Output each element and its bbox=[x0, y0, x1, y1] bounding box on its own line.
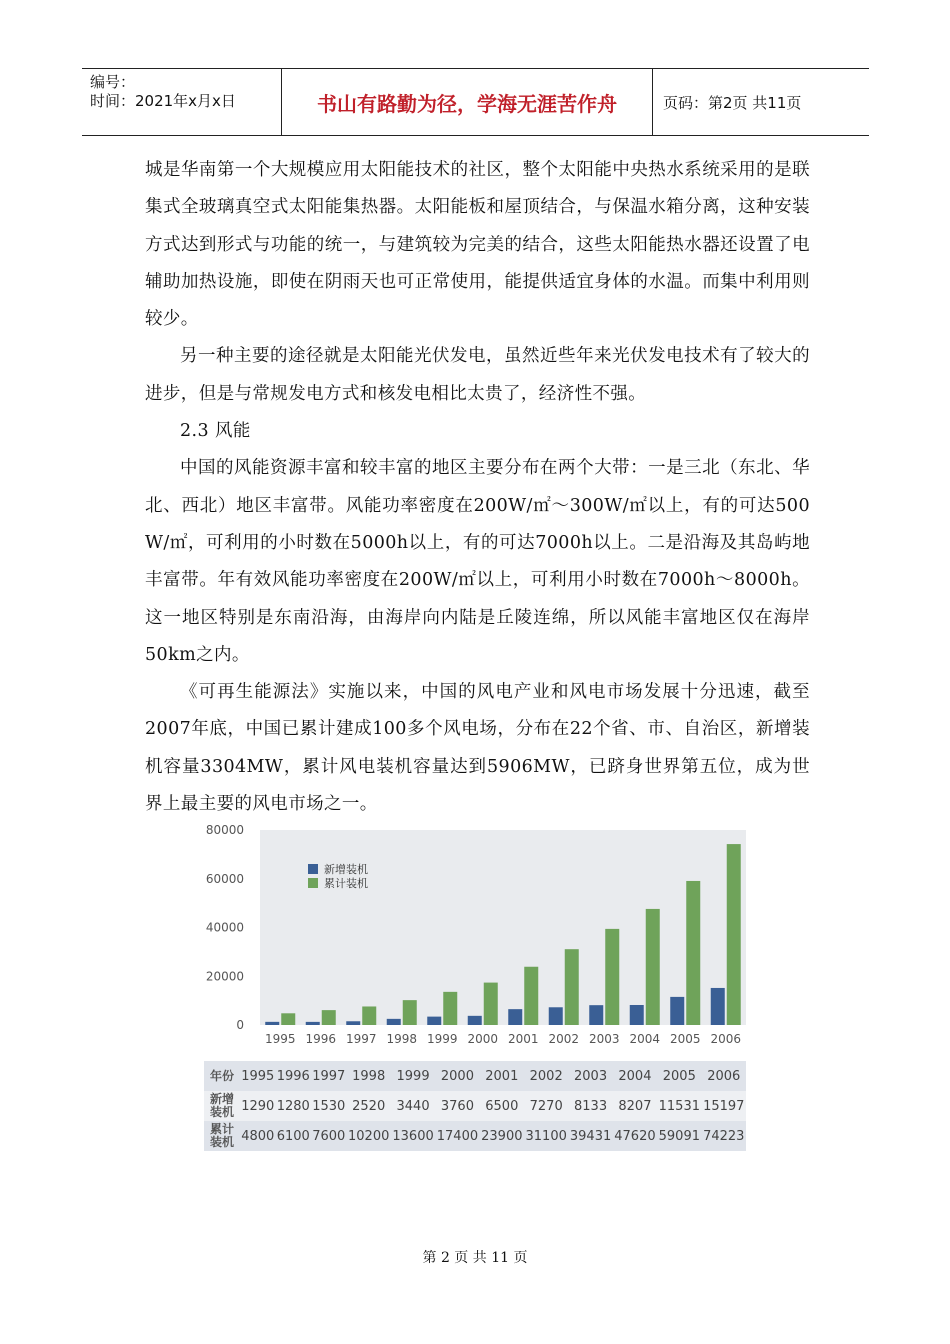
x-tick-label: 1998 bbox=[386, 1032, 418, 1046]
bar-cumulative bbox=[646, 909, 660, 1025]
table-cell: 2000 bbox=[435, 1061, 479, 1091]
x-tick-label: 2001 bbox=[507, 1032, 539, 1046]
bar-cumulative bbox=[605, 929, 619, 1025]
table-cell: 39431 bbox=[568, 1121, 612, 1151]
bar-cumulative bbox=[322, 1010, 336, 1025]
row-label: 年份 bbox=[204, 1061, 240, 1091]
legend-label-new: 新增装机 bbox=[324, 863, 368, 876]
bar-new bbox=[549, 1007, 563, 1025]
x-tick-label: 2002 bbox=[548, 1032, 580, 1046]
header-page-info: 页码：第2页 共11页 bbox=[663, 93, 802, 112]
bar-new bbox=[630, 1005, 644, 1025]
table-cell: 2520 bbox=[347, 1091, 391, 1121]
number-label: 编号： bbox=[90, 73, 136, 91]
x-tick-label: 1997 bbox=[345, 1032, 377, 1046]
header-motto: 书山有路勤为径，学海无涯苦作舟 bbox=[282, 69, 653, 135]
y-tick-label: 40000 bbox=[205, 920, 244, 935]
table-cell: 15197 bbox=[702, 1091, 747, 1121]
bar-new bbox=[346, 1021, 360, 1025]
table-cell: 1530 bbox=[311, 1091, 347, 1121]
plot-background bbox=[260, 830, 746, 1025]
bar-cumulative bbox=[686, 881, 700, 1025]
bar-new bbox=[387, 1019, 401, 1025]
bar-new bbox=[306, 1022, 320, 1025]
paragraph: 《可再生能源法》实施以来，中国的风电产业和风电市场发展十分迅速，截至2007年底，中国已累计建成100多个风电场，分布在22个省、市、自治区，新增装机容量3304MW，累计风电装机容量达到5906MW，已跻身世界第五位，成为世界上最主要的风电市场之一。 bbox=[145, 682, 810, 815]
table-cell: 6100 bbox=[276, 1121, 312, 1151]
table-cell: 2001 bbox=[480, 1061, 524, 1091]
bar-new bbox=[589, 1005, 603, 1025]
row-label bbox=[204, 1091, 240, 1121]
table-cell: 7600 bbox=[311, 1121, 347, 1151]
table-cell: 1999 bbox=[391, 1061, 435, 1091]
table-cell: 8133 bbox=[568, 1091, 612, 1121]
label-line-1: 累计 bbox=[209, 1122, 234, 1136]
table-cell: 1996 bbox=[276, 1061, 312, 1091]
table-cell: 47620 bbox=[613, 1121, 657, 1151]
bar-cumulative bbox=[524, 967, 538, 1025]
row-label bbox=[204, 1121, 240, 1151]
bar-new bbox=[670, 997, 684, 1025]
header-meta bbox=[82, 69, 282, 135]
table-cell: 2002 bbox=[524, 1061, 568, 1091]
label-line-1: 新增 bbox=[209, 1092, 234, 1106]
table-cell: 74223 bbox=[702, 1121, 747, 1151]
bar-new bbox=[508, 1009, 522, 1025]
x-tick-label: 2000 bbox=[467, 1032, 499, 1046]
y-tick-label: 0 bbox=[236, 1018, 244, 1032]
bar-cumulative bbox=[484, 983, 498, 1025]
table-cell: 10200 bbox=[347, 1121, 391, 1151]
label-line-2: 装机 bbox=[209, 1135, 234, 1149]
page-footer: 第 2 页 共 11 页 bbox=[422, 1250, 528, 1266]
table-cell: 1997 bbox=[311, 1061, 347, 1091]
paragraph: 另一种主要的途径就是太阳能光伏发电，虽然近些年来光伏发电技术有了较大的进步，但是与常规发电方式和核发电相比太贵了，经济性不强。 bbox=[145, 346, 810, 404]
x-tick-label: 2005 bbox=[669, 1032, 701, 1046]
table-cell: 59091 bbox=[657, 1121, 701, 1151]
bar-new bbox=[265, 1022, 279, 1025]
table-row bbox=[204, 1091, 746, 1121]
capacity-table bbox=[204, 1061, 746, 1151]
table-cell: 2006 bbox=[702, 1061, 747, 1091]
bar-cumulative bbox=[443, 992, 457, 1025]
bar-new bbox=[427, 1017, 441, 1025]
body-text bbox=[145, 152, 810, 823]
x-tick-label: 1996 bbox=[305, 1032, 337, 1046]
table-cell: 3760 bbox=[435, 1091, 479, 1121]
paragraph: 城是华南第一个大规模应用太阳能技术的社区，整个太阳能中央热水系统采用的是联集式全玻璃真空式太阳能集热器。太阳能板和屋顶结合，与保温水箱分离，这种安装方式达到形式与功能的统一，与建筑较为完美的结合，这些太阳能热水器还设置了电辅助加热设施，即使在阴雨天也可正常使用，能提供适宜身体的水温。而集中利用则较少。 bbox=[145, 160, 810, 330]
bar-new bbox=[711, 988, 725, 1025]
table-cell: 6500 bbox=[480, 1091, 524, 1121]
table-cell: 1290 bbox=[240, 1091, 276, 1121]
table-cell: 4800 bbox=[240, 1121, 276, 1151]
table-cell: 2003 bbox=[568, 1061, 612, 1091]
paragraph: 中国的风能资源丰富和较丰富的地区主要分布在两个大带：一是三北（东北、华北、西北）地区丰富带。风能功率密度在200W/㎡～300W/㎡以上，有的可达500 W/㎡，可利用的小时数在5000h以上，有的可达7000h以上。二是沿海及其岛屿地丰富带。年有效风能功率密度在200W/㎡以上，可利用小时数在7000h～8000h。这一地区特别是东南沿海，由海岸向内陆是丘陵连绵，所以风能丰富地区仅在海岸50km之内。 bbox=[145, 458, 810, 665]
legend-swatch-cumulative bbox=[308, 878, 318, 888]
table-cell: 13600 bbox=[391, 1121, 435, 1151]
table-cell: 2004 bbox=[613, 1061, 657, 1091]
table-cell: 8207 bbox=[613, 1091, 657, 1121]
bar-cumulative bbox=[281, 1013, 295, 1025]
x-tick-label: 2004 bbox=[629, 1032, 661, 1046]
table-cell: 1998 bbox=[347, 1061, 391, 1091]
bar-cumulative bbox=[403, 1000, 417, 1025]
y-tick-label: 20000 bbox=[205, 969, 244, 984]
y-tick-label: 80000 bbox=[205, 823, 244, 837]
table-cell: 1995 bbox=[240, 1061, 276, 1091]
table-cell: 3440 bbox=[391, 1091, 435, 1121]
legend-swatch-new bbox=[308, 864, 318, 874]
table-cell: 23900 bbox=[480, 1121, 524, 1151]
time-label: 时间：2021年x月x日 bbox=[90, 92, 236, 110]
section-heading: 2.3 风能 bbox=[180, 421, 251, 442]
bar-cumulative bbox=[362, 1006, 376, 1025]
table-cell: 17400 bbox=[435, 1121, 479, 1151]
label-line-2: 装机 bbox=[209, 1105, 234, 1119]
bar-cumulative bbox=[565, 949, 579, 1025]
table-row bbox=[204, 1061, 746, 1091]
legend-label-cumulative: 累计装机 bbox=[324, 877, 368, 890]
table-cell: 2005 bbox=[657, 1061, 701, 1091]
table-cell: 11531 bbox=[657, 1091, 701, 1121]
table-cell: 1280 bbox=[276, 1091, 312, 1121]
x-tick-label: 1995 bbox=[264, 1032, 296, 1046]
wind-capacity-chart bbox=[202, 818, 750, 1058]
table-cell: 31100 bbox=[524, 1121, 568, 1151]
page-header bbox=[82, 68, 869, 136]
bar-new bbox=[468, 1016, 482, 1025]
chart-svg bbox=[202, 818, 750, 1058]
table-cell: 7270 bbox=[524, 1091, 568, 1121]
bar-cumulative bbox=[727, 844, 741, 1025]
x-tick-label: 2006 bbox=[710, 1032, 742, 1046]
x-tick-label: 1999 bbox=[426, 1032, 458, 1046]
table-row bbox=[204, 1121, 746, 1151]
x-tick-label: 2003 bbox=[588, 1032, 620, 1046]
y-tick-label: 60000 bbox=[205, 871, 244, 886]
